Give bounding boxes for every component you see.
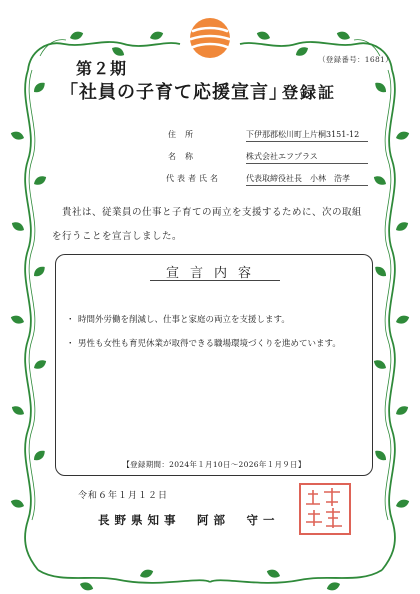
left-vine-border	[25, 70, 38, 570]
declaration-item: ・ 時間外労働を削減し、仕事と家庭の両立を支援します。	[68, 312, 360, 328]
governor-seal	[300, 484, 350, 534]
address-label: 住所	[168, 130, 202, 139]
declaration-box	[55, 254, 373, 476]
right-vine-border	[382, 70, 395, 570]
registration-period: 【登録期間：2024年１月10日～2026年１月９日】	[122, 460, 306, 469]
declaration-list	[68, 312, 360, 360]
child-support-logo	[190, 18, 230, 58]
declaration-heading: 宣言内容	[165, 266, 262, 281]
certificate-title: 「社員の子育て応援宣言」	[60, 82, 288, 103]
issuer-name: 長野県知事 阿部 守一	[98, 513, 280, 527]
company-name-value: 株式会社エフプラス	[246, 151, 368, 164]
bottom-vine-border	[38, 570, 382, 583]
declaration-intro-text: 貴社は、従業員の仕事と子育ての両立を支援するために、次の取組を行うことを宣言しました。	[52, 207, 363, 242]
issue-date: 令和６年１月１２日	[78, 491, 169, 501]
declaration-item: ・ 男性も女性も育児休業が取得できる職場環境づくりを進めています。	[68, 336, 360, 352]
address-value: 下伊那郡松川町上片桐3151-12	[246, 129, 368, 142]
representative-label: 代表者氏名	[166, 174, 221, 183]
certificate-title-suffix: 登録証	[282, 83, 337, 102]
term-label: 第２期	[76, 59, 128, 78]
company-name-label: 名称	[168, 152, 202, 161]
representative-value: 代表取締役社長 小林 浩孝	[246, 173, 368, 186]
registration-number: （登録番号：1681）	[318, 55, 393, 64]
declaration-heading-rule	[150, 280, 280, 281]
